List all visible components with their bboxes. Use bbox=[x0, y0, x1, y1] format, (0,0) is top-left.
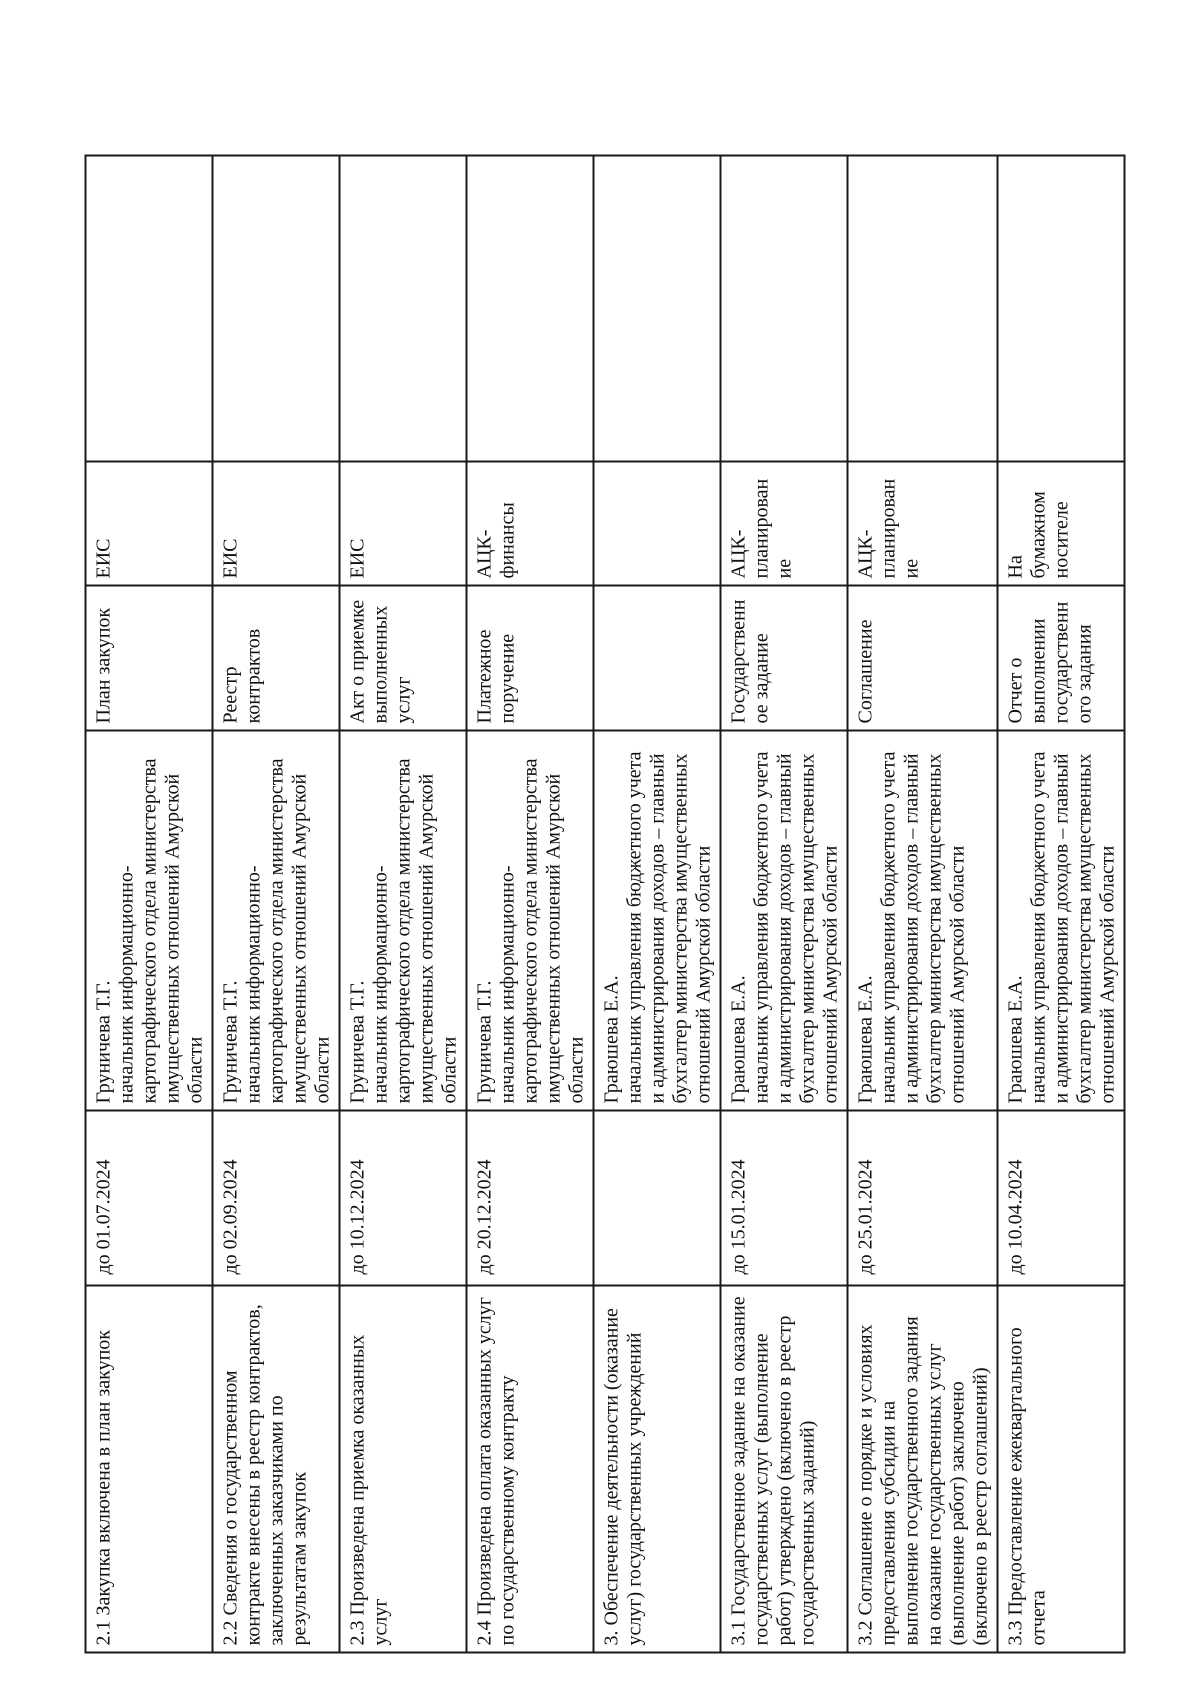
responsible-person: Граюшева Е.А. bbox=[854, 975, 877, 1104]
responsible-cell bbox=[721, 731, 848, 1111]
document-cell bbox=[594, 586, 721, 731]
empty-cell bbox=[848, 156, 998, 462]
empty-cell bbox=[340, 156, 467, 462]
responsible-role: начальник информационно-картографического отдела министерства имущественных отношений Амурской области bbox=[115, 758, 207, 1104]
responsible-cell bbox=[848, 731, 998, 1111]
responsible-cell bbox=[998, 731, 1125, 1111]
responsible-role: начальник информационно-картографического отдела министерства имущественных отношений Амурской области bbox=[369, 758, 461, 1104]
empty-cell bbox=[467, 156, 594, 462]
system-cell: ЕИС bbox=[213, 462, 340, 586]
deadline-cell: до 01.07.2024 bbox=[86, 1111, 213, 1286]
empty-cell bbox=[998, 156, 1125, 462]
document-cell: Отчет о выполнении государственного задания bbox=[998, 586, 1125, 731]
empty-cell bbox=[594, 156, 721, 462]
table-row bbox=[721, 156, 848, 1653]
item-cell: 3.2 Соглашение о порядке и условиях предоставления субсидии на выполнение государственного задания на оказание государственных услуг (выполнение работ) заключено (включено в реестр соглашений) bbox=[848, 1286, 998, 1653]
responsible-person: Граюшева Е.А. bbox=[1004, 975, 1027, 1104]
table-row bbox=[86, 156, 213, 1653]
item-cell: 3.3 Предоставление ежеквартального отчета bbox=[998, 1286, 1125, 1653]
empty-cell bbox=[86, 156, 213, 462]
document-cell: Соглашение bbox=[848, 586, 998, 731]
system-cell bbox=[594, 462, 721, 586]
responsible-person: Груничева Т.Г. bbox=[219, 980, 242, 1104]
table-row bbox=[594, 156, 721, 1653]
item-cell: 2.3 Произведена приемка оказанных услуг bbox=[340, 1286, 467, 1653]
responsible-cell bbox=[340, 731, 467, 1111]
table-row bbox=[848, 156, 998, 1653]
responsible-role: начальник управления бюджетного учета и администрирования доходов – главный бухгалтер министерства имущественных отношений Амурской области bbox=[750, 751, 842, 1104]
table-row bbox=[998, 156, 1125, 1653]
empty-cell bbox=[721, 156, 848, 462]
item-cell: 3.1 Государственное задание на оказание государственных услуг (выполнение работ) утверждено (включено в реестр государственных заданий) bbox=[721, 1286, 848, 1653]
plan-table bbox=[85, 155, 1126, 1654]
item-cell: 2.4 Произведена оплата оказанных услуг по государственному контракту bbox=[467, 1286, 594, 1653]
system-cell: На бумажном носителе bbox=[998, 462, 1125, 586]
responsible-cell bbox=[86, 731, 213, 1111]
responsible-role: начальник информационно-картографического отдела министерства имущественных отношений Амурской области bbox=[496, 758, 588, 1104]
system-cell: АЦК-планирование bbox=[848, 462, 998, 586]
responsible-cell bbox=[213, 731, 340, 1111]
deadline-cell: до 25.01.2024 bbox=[848, 1111, 998, 1286]
deadline-cell: до 10.04.2024 bbox=[998, 1111, 1125, 1286]
system-cell: АЦК-планирование bbox=[721, 462, 848, 586]
responsible-role: начальник управления бюджетного учета и администрирования доходов – главный бухгалтер министерства имущественных отношений Амурской области bbox=[1027, 751, 1119, 1104]
document-cell: Акт о приемке выполненных услуг bbox=[340, 586, 467, 731]
empty-cell bbox=[213, 156, 340, 462]
table-row bbox=[467, 156, 594, 1653]
document-cell: Государственное задание bbox=[721, 586, 848, 731]
document-cell: Платежное поручение bbox=[467, 586, 594, 731]
responsible-person: Груничева Т.Г. bbox=[92, 980, 115, 1104]
deadline-cell bbox=[594, 1111, 721, 1286]
responsible-cell bbox=[594, 731, 721, 1111]
responsible-role: начальник информационно-картографического отдела министерства имущественных отношений Амурской области bbox=[242, 758, 334, 1104]
table-row bbox=[340, 156, 467, 1653]
table-row bbox=[213, 156, 340, 1653]
document-cell: Реестр контрактов bbox=[213, 586, 340, 731]
system-cell: ЕИС bbox=[86, 462, 213, 586]
responsible-cell bbox=[467, 731, 594, 1111]
responsible-role: начальник управления бюджетного учета и администрирования доходов – главный бухгалтер министерства имущественных отношений Амурской области bbox=[877, 751, 969, 1104]
document-cell: План закупок bbox=[86, 586, 213, 731]
plan-table-body bbox=[86, 156, 1125, 1653]
responsible-role: начальник управления бюджетного учета и администрирования доходов – главный бухгалтер министерства имущественных отношений Амурской области bbox=[623, 751, 715, 1104]
responsible-person: Груничева Т.Г. bbox=[346, 980, 369, 1104]
responsible-person: Граюшева Е.А. bbox=[600, 975, 623, 1104]
item-cell: 2.2 Сведения о государственном контракте внесены в реестр контрактов, заключенных заказчиками по результатам закупок bbox=[213, 1286, 340, 1653]
deadline-cell: до 02.09.2024 bbox=[213, 1111, 340, 1286]
system-cell: ЕИС bbox=[340, 462, 467, 586]
item-cell: 2.1 Закупка включена в план закупок bbox=[86, 1286, 213, 1653]
item-cell: 3. Обеспечение деятельности (оказание услуг) государственных учреждений bbox=[594, 1286, 721, 1653]
system-cell: АЦК-финансы bbox=[467, 462, 594, 586]
deadline-cell: до 20.12.2024 bbox=[467, 1111, 594, 1286]
responsible-person: Граюшева Е.А. bbox=[727, 975, 750, 1104]
deadline-cell: до 10.12.2024 bbox=[340, 1111, 467, 1286]
deadline-cell: до 15.01.2024 bbox=[721, 1111, 848, 1286]
responsible-person: Груничева Т.Г. bbox=[473, 980, 496, 1104]
